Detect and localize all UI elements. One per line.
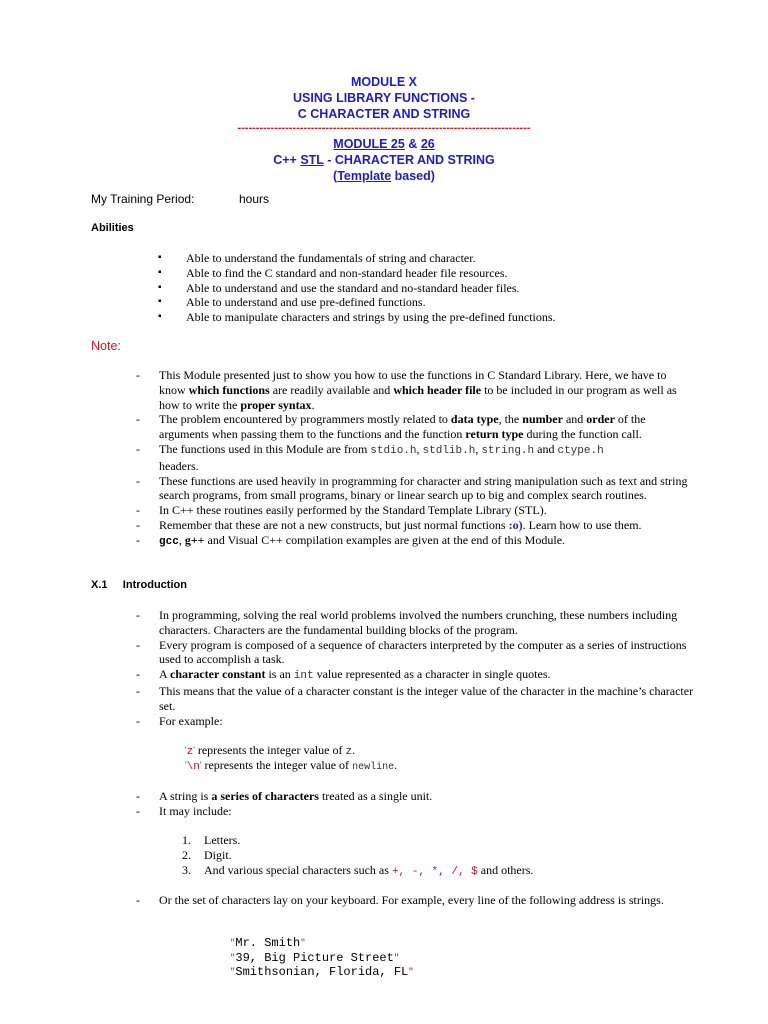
module-title-block bbox=[0, 74, 768, 184]
header-name: ctype.h bbox=[557, 444, 604, 457]
abilities-heading: Abilities bbox=[91, 222, 134, 234]
text: represents the integer value of bbox=[194, 743, 346, 757]
text: A string is bbox=[159, 789, 212, 803]
text: are readily available and bbox=[269, 382, 394, 397]
bold-text: order bbox=[586, 412, 615, 427]
text: , bbox=[475, 441, 482, 456]
quote-mark: " bbox=[230, 952, 236, 963]
list-item: ▪ Able to manipulate characters and strings by using the pre-defined functions. bbox=[158, 310, 556, 325]
text: and bbox=[562, 412, 587, 427]
training-period bbox=[91, 192, 270, 206]
bold-text: which header file bbox=[393, 382, 482, 397]
title-line-2: USING LIBRARY FUNCTIONS - bbox=[293, 91, 475, 105]
list-item bbox=[182, 848, 533, 863]
title-template-line bbox=[0, 168, 768, 184]
abilities-list bbox=[158, 251, 556, 325]
code-text: +, -, *, /, $ bbox=[391, 865, 478, 878]
list-item: - Or the set of characters lay on your keyboard. For example, every line of the following address is strings. bbox=[136, 893, 696, 908]
list-item: - This means that the value of a character constant is the integer value of the character in the machine’s character set. bbox=[136, 684, 696, 714]
module-26-link[interactable]: 26 bbox=[420, 137, 435, 151]
code-text: 39, Big Picture Street bbox=[235, 950, 394, 965]
address-line bbox=[230, 936, 414, 951]
title-cpp-line bbox=[0, 152, 768, 168]
list-item bbox=[136, 533, 696, 550]
quote-mark: " bbox=[300, 938, 306, 948]
item-text: Digit. bbox=[204, 847, 232, 862]
text: and bbox=[534, 441, 558, 456]
text: . bbox=[352, 743, 356, 757]
list-item bbox=[136, 789, 696, 804]
text: and Visual C++ compilation examples are given at the end of this Module. bbox=[204, 532, 566, 547]
list-item: ▪ Able to understand the fundamentals of string and character. bbox=[158, 251, 556, 266]
list-item bbox=[182, 863, 533, 880]
text: of the arguments when passing them to the functions and the function bbox=[159, 412, 646, 442]
text: The functions used in this Module are from bbox=[159, 441, 371, 456]
training-label: My Training Period: bbox=[91, 192, 195, 206]
code-text: newline bbox=[352, 762, 395, 773]
keyboard-list bbox=[136, 893, 696, 908]
address-example bbox=[230, 936, 414, 980]
header-name: stdlib.h bbox=[422, 444, 476, 457]
note-label: Note: bbox=[91, 339, 121, 353]
text: , bbox=[178, 532, 185, 547]
cpp-suffix: - CHARACTER AND STRING bbox=[323, 153, 495, 167]
list-item bbox=[136, 412, 696, 442]
note-list bbox=[136, 368, 696, 550]
title-separator: -------------------------------------------------------------------------------- bbox=[237, 122, 531, 134]
code-text: Mr. Smith bbox=[235, 936, 301, 950]
bold-text: return type bbox=[465, 427, 524, 442]
text: This Module presented just to show you how to use the functions in C Standard Library. Here, we have to know bbox=[159, 368, 667, 397]
address-line bbox=[230, 951, 414, 966]
list-item bbox=[136, 518, 696, 533]
title-line-3: C CHARACTER AND STRING bbox=[297, 107, 471, 121]
text: during the function call. bbox=[523, 427, 642, 442]
paren-open: ( bbox=[333, 169, 338, 183]
stl-link[interactable]: STL bbox=[300, 153, 324, 167]
intro-list bbox=[136, 608, 696, 728]
title-line-1: MODULE X bbox=[351, 75, 417, 89]
list-item: - In C++ these routines easily performed by the Standard Template Library (STL). bbox=[136, 503, 696, 518]
list-item: - It may include: bbox=[136, 804, 696, 819]
text: . Learn how to use them. bbox=[522, 517, 642, 532]
smiley-text: :o) bbox=[508, 517, 523, 532]
code-text: z bbox=[345, 746, 353, 758]
text: to be included in our program as well as how to write the bbox=[159, 382, 677, 412]
text: . bbox=[311, 397, 315, 412]
introduction-heading: X.1 Introduction bbox=[91, 579, 187, 591]
item-text: Letters. bbox=[204, 833, 241, 847]
bold-text: proper syntax bbox=[240, 397, 312, 412]
list-item: - These functions are used heavily in programming for character and string manipulation such as text and string search programs, from small programs, binary or linear search up to big and complex search routines. bbox=[136, 474, 696, 504]
item-number: 3. bbox=[182, 862, 191, 877]
list-item: - In programming, solving the real world problems involved the numbers crunching, these numbers including characters. Characters are the fundamental building blocks of the program. bbox=[136, 608, 696, 638]
gpp-text: g++ bbox=[184, 532, 205, 547]
numbered-list bbox=[182, 833, 533, 879]
quote-mark: " bbox=[393, 952, 400, 963]
text: The problem encountered by programmers mostly related to bbox=[159, 412, 451, 427]
template-suffix: based) bbox=[391, 169, 435, 183]
text: is an bbox=[265, 667, 294, 682]
string-list bbox=[136, 789, 696, 819]
quote-mark: ' bbox=[193, 745, 195, 755]
quote-mark: " bbox=[408, 967, 414, 978]
bold-text: number bbox=[522, 412, 563, 427]
bold-text: a series of characters bbox=[211, 789, 319, 803]
text: value represented as a character in single quotes. bbox=[313, 667, 551, 682]
header-name: string.h bbox=[481, 444, 535, 457]
template-link[interactable]: Template bbox=[337, 169, 392, 183]
quote-mark: " bbox=[230, 967, 236, 978]
title-module-line bbox=[0, 136, 768, 152]
item-text: and others. bbox=[477, 862, 534, 877]
bold-text: which functions bbox=[188, 382, 270, 397]
quote-mark: ' bbox=[185, 745, 187, 755]
quote-mark: ' bbox=[185, 760, 187, 770]
text: Remember that these are not a new constructs, but just normal functions bbox=[159, 517, 509, 532]
gcc-text: gcc bbox=[159, 535, 179, 548]
text: treated as a single unit. bbox=[318, 789, 433, 803]
list-item: - Every program is composed of a sequence of characters interpreted by the computer as a series of instructions used to accomplish a task. bbox=[136, 638, 696, 668]
header-name: stdio.h bbox=[370, 444, 417, 457]
text: headers. bbox=[159, 458, 199, 473]
list-item: ▪ Able to find the C standard and non-standard header file resources. bbox=[158, 266, 556, 281]
list-item: ▪ Able to understand and use pre-defined functions. bbox=[158, 295, 556, 310]
training-hours: hours bbox=[239, 192, 270, 206]
bold-text: data type bbox=[450, 412, 499, 427]
example-newline bbox=[185, 758, 397, 776]
code-text: Smithsonian, Florida, FL bbox=[235, 965, 409, 980]
list-item: - For example: bbox=[136, 714, 696, 729]
cpp-prefix: C++ bbox=[273, 153, 301, 167]
code-text: \n bbox=[186, 761, 200, 773]
bold-text: character constant bbox=[170, 667, 266, 682]
address-line bbox=[230, 965, 414, 980]
list-item: ▪ Able to understand and use the standard and no-standard header files. bbox=[158, 281, 556, 296]
list-item bbox=[136, 368, 696, 412]
quote-mark: ' bbox=[199, 760, 202, 770]
text: A bbox=[159, 667, 171, 682]
list-item bbox=[136, 667, 696, 684]
quote-mark: " bbox=[230, 938, 236, 948]
code-text: z bbox=[186, 746, 194, 758]
item-number: 2. bbox=[182, 847, 191, 862]
list-item bbox=[136, 442, 696, 474]
text: . bbox=[394, 758, 398, 772]
item-number: 1. bbox=[182, 833, 191, 847]
list-item bbox=[182, 833, 533, 848]
text: , bbox=[416, 441, 423, 456]
item-text: And various special characters such as bbox=[204, 862, 392, 877]
amp-text: & bbox=[404, 137, 421, 151]
module-25-link[interactable]: MODULE 25 bbox=[333, 137, 405, 151]
text: represents the integer value of bbox=[201, 758, 353, 772]
text: , the bbox=[498, 412, 523, 427]
code-text: int bbox=[293, 670, 314, 683]
